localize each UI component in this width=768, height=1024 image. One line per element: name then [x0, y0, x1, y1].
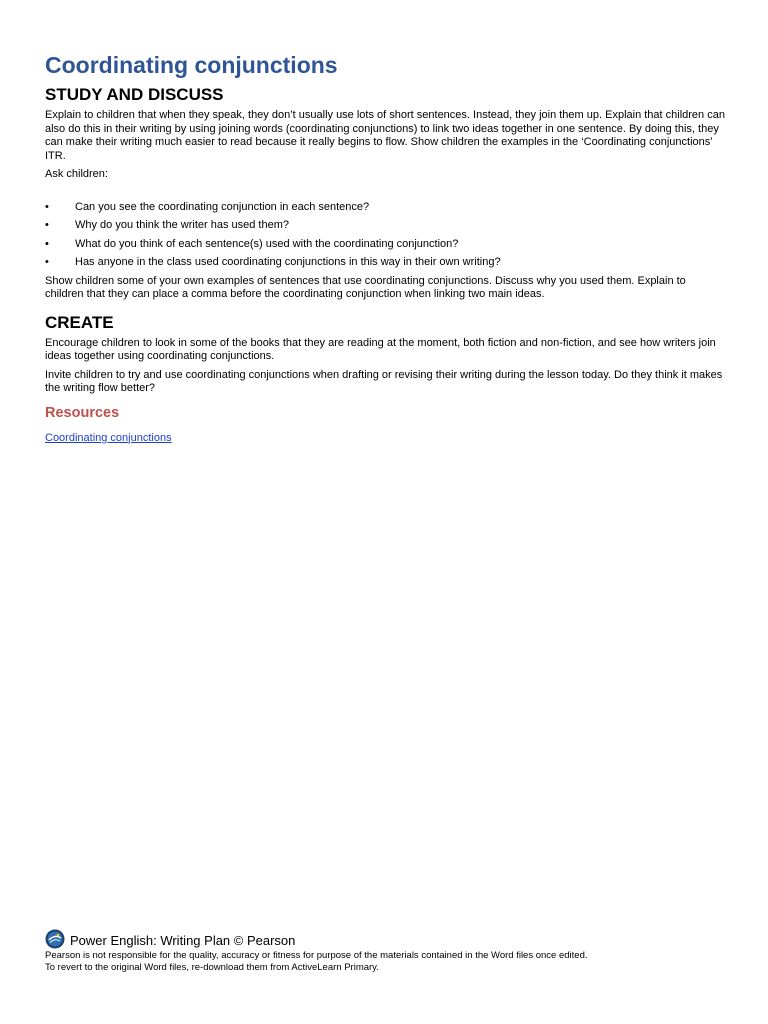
question-text: Has anyone in the class used coordinating conjunctions in this way in their own writing?	[75, 256, 501, 268]
question-text: What do you think of each sentence(s) used with the coordinating conjunction?	[75, 237, 459, 250]
study-heading: STUDY AND DISCUSS	[45, 85, 224, 104]
create-paragraph: Invite children to try and use coordinating conjunctions when drafting or revising their writing during the lesson today. Do they think it makes the writing flow better?	[45, 368, 723, 394]
spacer	[45, 187, 725, 201]
study-followup-paragraph: Show children some of your own examples of sentences that use coordinating conjunctions. Discuss why you used them. Explain to children that they can place a comma before the coordinating conjunction when linking two main ideas.	[45, 274, 686, 300]
create-paragraph: Encourage children to look in some of the books that they are reading at the moment, both fiction and non-fiction, and see how writers join ideas together using coordinating conjunctions.	[45, 336, 716, 362]
footer-revert-note: To revert to the original Word files, re-download them from ActiveLearn Primary.	[45, 961, 379, 973]
resource-link-coordinating-conjunctions[interactable]: Coordinating conjunctions	[45, 431, 172, 444]
question-text: Can you see the coordinating conjunction in each sentence?	[75, 200, 370, 213]
ask-children-label: Ask children:	[45, 168, 108, 180]
study-intro-paragraph: Explain to children that when they speak, they don’t usually use lots of short sentences. Instead, they join them up. Explain that children can also do this in their writing by using joining words (coordinating conjunctions) to link two ideas together in one sentence. By doing this, they can make their writing much easier to read because it really begins to flow. Show children the examples in the ‘Coordinating conjunctions’ ITR.	[45, 109, 725, 162]
bullet-icon: •	[45, 256, 49, 268]
bullet-icon: •	[45, 200, 49, 213]
document-page	[45, 50, 725, 446]
list-item	[45, 256, 725, 270]
list-item	[45, 201, 725, 215]
footer	[45, 928, 735, 973]
bullet-icon: •	[45, 219, 49, 231]
resources-heading: Resources	[45, 404, 120, 421]
bullet-icon: •	[45, 237, 49, 250]
question-list	[45, 201, 725, 270]
power-english-logo-icon	[45, 929, 65, 949]
create-heading: CREATE	[45, 312, 114, 332]
footer-disclaimer: Pearson is not responsible for the quality, accuracy or fitness for purpose of the materials contained in the Word files once edited.	[45, 950, 588, 961]
list-item	[45, 238, 725, 252]
footer-brand-text: Power English: Writing Plan © Pearson	[70, 933, 296, 948]
page-title: Coordinating conjunctions	[45, 52, 338, 78]
question-text: Why do you think the writer has used them?	[75, 219, 289, 231]
list-item	[45, 219, 725, 233]
